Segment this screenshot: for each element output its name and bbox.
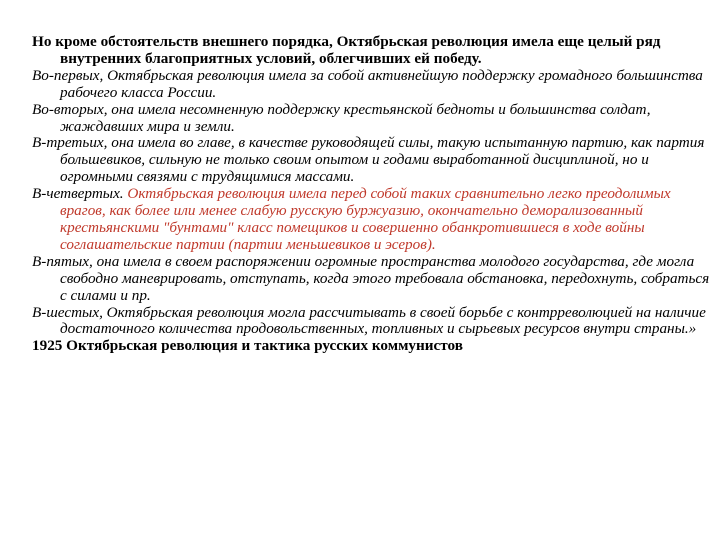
slide-text-block — [32, 34, 712, 355]
point-third — [32, 135, 712, 186]
point-second-text: Во-вторых, она имела несомненную поддержку крестьянской бедноты и большинства солдат, жаждавших мира и земли. — [32, 100, 651, 135]
point-fifth — [32, 254, 712, 305]
point-fourth — [32, 186, 712, 254]
point-third-text: В-третьих, она имела во главе, в качестве руководящей силы, такую испытанную партию, как партия большевиков, сильную не только своим опытом и годами выработанной дисциплиной, но и огромными связями с трудящимися массами. — [32, 134, 705, 186]
intro-paragraph: Но кроме обстоятельств внешнего порядка, Октябрьская революция имела еще целый ряд внутренних благоприятных условий, облегчивших ей победу. — [32, 33, 661, 67]
point-first-text: Во-первых, Октябрьская революция имела за собой активнейшую поддержку громадного большинства рабочего класса России. — [32, 66, 703, 101]
source-citation: 1925 Октябрьская революция и тактика русских коммунистов — [32, 337, 463, 355]
point-sixth-text: В-шестых, Октябрьская революция могла рассчитывать в своей борьбе с контрреволюцией на наличие достаточного количества продовольственных, топливных и сырьевых ресурсов внутри страны.» — [32, 303, 706, 338]
point-sixth — [32, 305, 712, 339]
point-first — [32, 68, 712, 102]
point-second — [32, 102, 712, 136]
point-fifth-text: В-пятых, она имела в своем распоряжении огромные пространства молодого государства, где могла свободно маневрировать, отступать, когда этого требовала обстановка, передохнуть, собраться с силами и пр. — [32, 252, 710, 304]
point-fourth-highlight: Октябрьская революция имела перед собой таких сравнительно легко преодолимых врагов, как более или менее слабую русскую буржуазию, окончательно деморализованный крестьянскими "бунтами" класс помещиков и совершенно обанкротившиеся в ходе войны соглашательские партии (партии меньшевиков и эсеров). — [60, 185, 671, 253]
point-fourth-lead: В-четвертых. — [32, 185, 128, 203]
